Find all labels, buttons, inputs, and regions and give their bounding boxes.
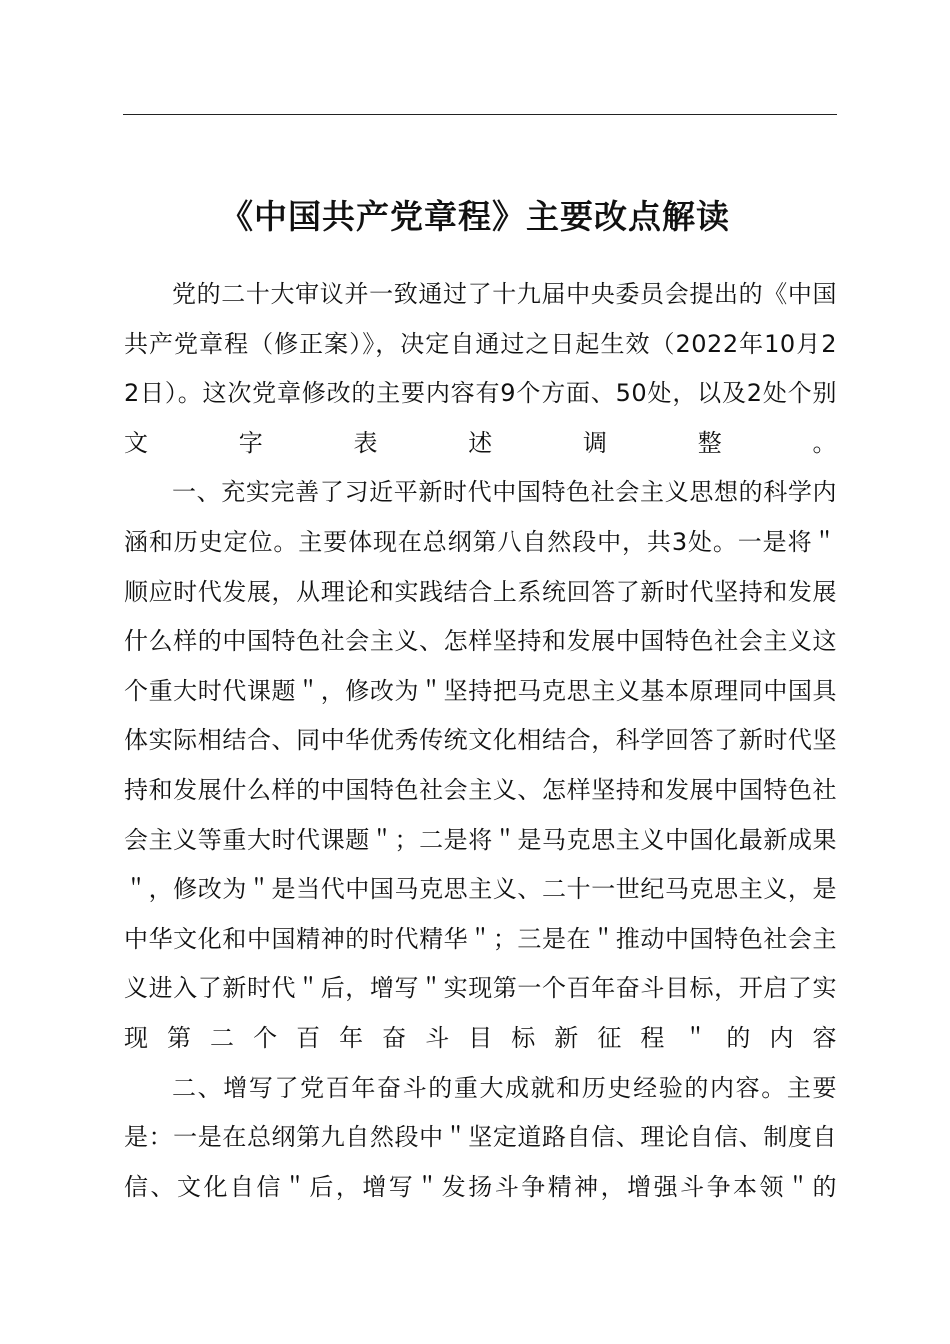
paragraph-section-one: 一、充实完善了习近平新时代中国特色社会主义思想的科学内涵和历史定位。主要体现在总纲第八自然段中，共3处。一是将＂顺应时代发展，从理论和实践结合上系统回答了新时代坚持和发展什么样的中国特色社会主义、怎样坚持和发展中国特色社会主义这个重大时代课题＂，修改为＂坚持把马克思主义基本原理同中国具体实际相结合、同中华优秀传统文化相结合，科学回答了新时代坚持和发展什么样的中国特色社会主义、怎样坚持和发展中国特色社会主义等重大时代课题＂；二是将＂是马克思主义中国化最新成果＂，修改为＂是当代中国马克思主义、二十一世纪马克思主义，是中华文化和中国精神的时代精华＂；三是在＂推动中国特色社会主义进入了新时代＂后，增写＂实现第一个百年奋斗目标，开启了实现第二个百年奋斗目标新征程＂的内容 [124,478,837,1052]
document-body [124,270,837,1212]
document-title: 《中国共产党章程》主要改点解读 [220,197,730,237]
header-rule [123,114,837,115]
paragraph-intro: 党的二十大审议并一致通过了十九届中央委员会提出的《中国共产党章程（修正案）》，决定自通过之日起生效（2022年10月22日）。这次党章修改的主要内容有9个方面、50处，以及2处个别文字表述调整。 [124,280,837,457]
paragraph-section-two: 二、增写了党百年奋斗的重大成就和历史经验的内容。主要是：一是在总纲第九自然段中＂坚定道路自信、理论自信、制度自信、文化自信＂后，增写＂发扬斗争精神，增强斗争本领＂的 [124,1073,837,1201]
